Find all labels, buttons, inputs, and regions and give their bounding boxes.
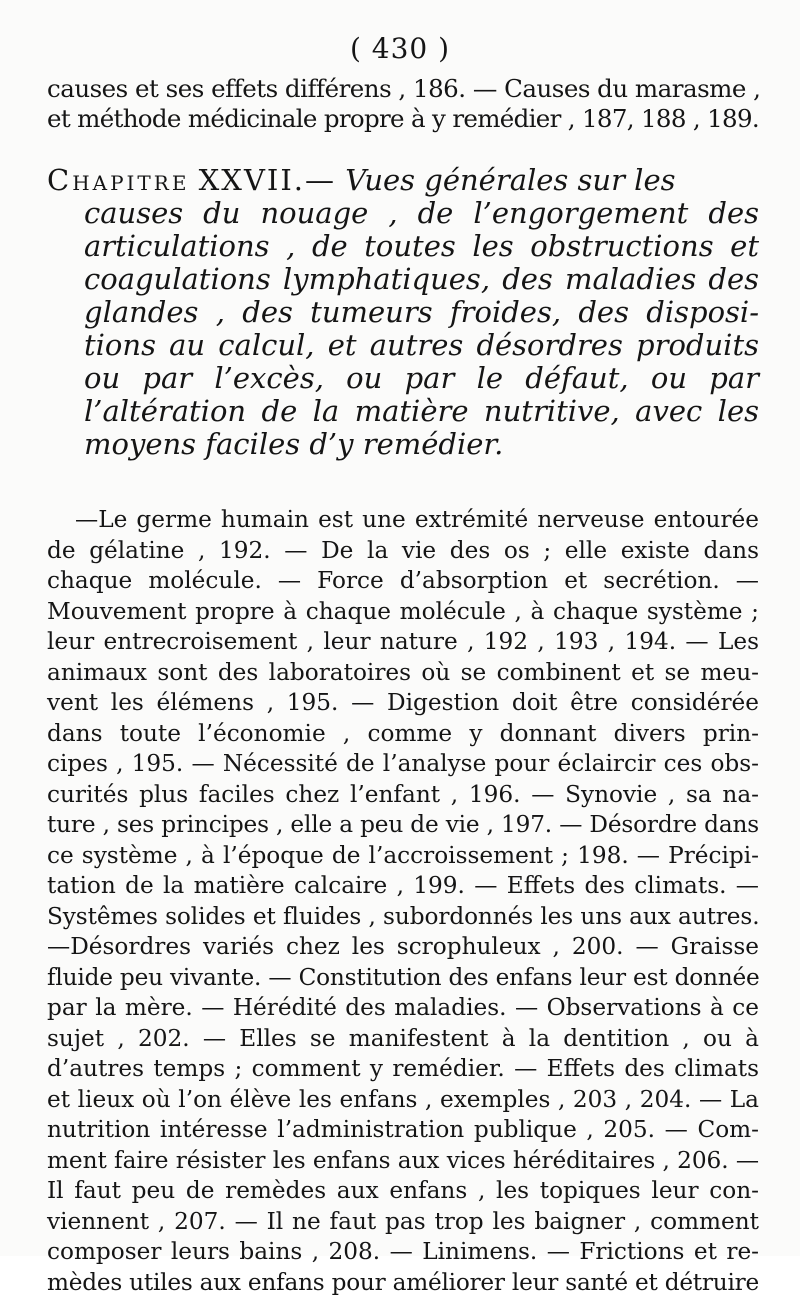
previous-chapter-summary [47,74,759,134]
summary-line: sujet , 202. — Elles se manifestent à la dentition , ou à [47,1024,759,1055]
summary-line: chaque molécule. — Force d’absorption et secrétion. — [47,566,759,597]
summary-line: et lieux où l’on élève les enfans , exemples , 203 , 204. — La [47,1085,759,1116]
chapter-title-line: l’altération de la matière nutritive, avec les [47,395,759,428]
summary-line: composer leurs bains , 208. — Linimens. — Frictions et re- [47,1237,759,1268]
summary-line: dans toute l’économie , comme y donnant divers prin- [47,719,759,750]
summary-line: de gélatine , 192. — De la vie des os ; elle existe dans [47,536,759,567]
text-line: causes et ses effets différens , 186. — Causes du marasme , [47,74,759,104]
chapter-title-line: ou par l’excès, ou par le défaut, ou par [47,362,759,395]
chapter-title-line: coagulations lymphatiques, des maladies des [47,263,759,296]
summary-line: ment faire résister les enfans aux vices héréditaires , 206. — [47,1146,759,1177]
summary-line: cipes , 195. — Nécessité de l’analyse pour éclaircir ces obs- [47,749,759,780]
text-line: et méthode médicinale propre à y remédier , 187, 188 , 189. [47,104,759,134]
summary-line: Il faut peu de remèdes aux enfans , les topiques leur con- [47,1176,759,1207]
summary-line: Mouvement propre à chaque molécule , à chaque système ; [47,597,759,628]
chapter-heading-first-line [47,164,759,197]
chapter-title-line: tions au calcul, et autres désordres produits [47,329,759,362]
summary-line: ture , ses principes , elle a peu de vie , 197. — Désordre dans [47,810,759,841]
summary-line: fluide peu vivante. — Constitution des enfans leur est donnée [47,963,759,994]
summary-line: leur entrecroisement , leur nature , 192 , 193 , 194. — Les [47,627,759,658]
summary-line: par la mère. — Hérédité des maladies. — Observations à ce [47,993,759,1024]
summary-line: mèdes utiles aux enfans pour améliorer leur santé et détruire [47,1268,759,1298]
chapter-title-line: Vues générales sur les [345,163,675,197]
chapter-title-line: causes du nouage , de l’engorgement des [47,197,759,230]
summary-line: animaux sont des laboratoires où se combinent et se meu- [47,658,759,689]
summary-line: d’autres temps ; comment y remédier. — Effets des climats [47,1054,759,1085]
summary-line: ce système , à l’époque de l’accroissement ; 198. — Précipi- [47,841,759,872]
summary-line: Systêmes solides et fluides , subordonnés les uns aux autres. [47,902,759,933]
summary-line: —Désordres variés chez les scrophuleux , 200. — Graisse [47,932,759,963]
chapter-label: Chapitre [47,163,189,197]
chapter-dash: — [305,163,336,197]
summary-line: viennent , 207. — Il ne faut pas trop les baigner , comment [47,1207,759,1238]
summary-line: tation de la matière calcaire , 199. — Effets des climats. — [47,871,759,902]
chapter-number: XXVII. [199,163,305,197]
summary-line: —Le germe humain est une extrémité nerveuse entourée [47,505,759,536]
chapter-heading [47,164,759,461]
chapter-title-line: articulations , de toutes les obstructions et [47,230,759,263]
chapter-title-line: glandes , des tumeurs froides, des disposi- [47,296,759,329]
summary-line: nutrition intéresse l’administration publique , 205. — Com- [47,1115,759,1146]
summary-line: vent les élémens , 195. — Digestion doit être considérée [47,688,759,719]
chapter-summary [47,505,759,1298]
chapter-title-line: moyens faciles d’y remédier. [47,428,759,461]
page-number: ( 430 ) [0,32,800,65]
summary-line: curités plus faciles chez l’enfant , 196. — Synovie , sa na- [47,780,759,811]
